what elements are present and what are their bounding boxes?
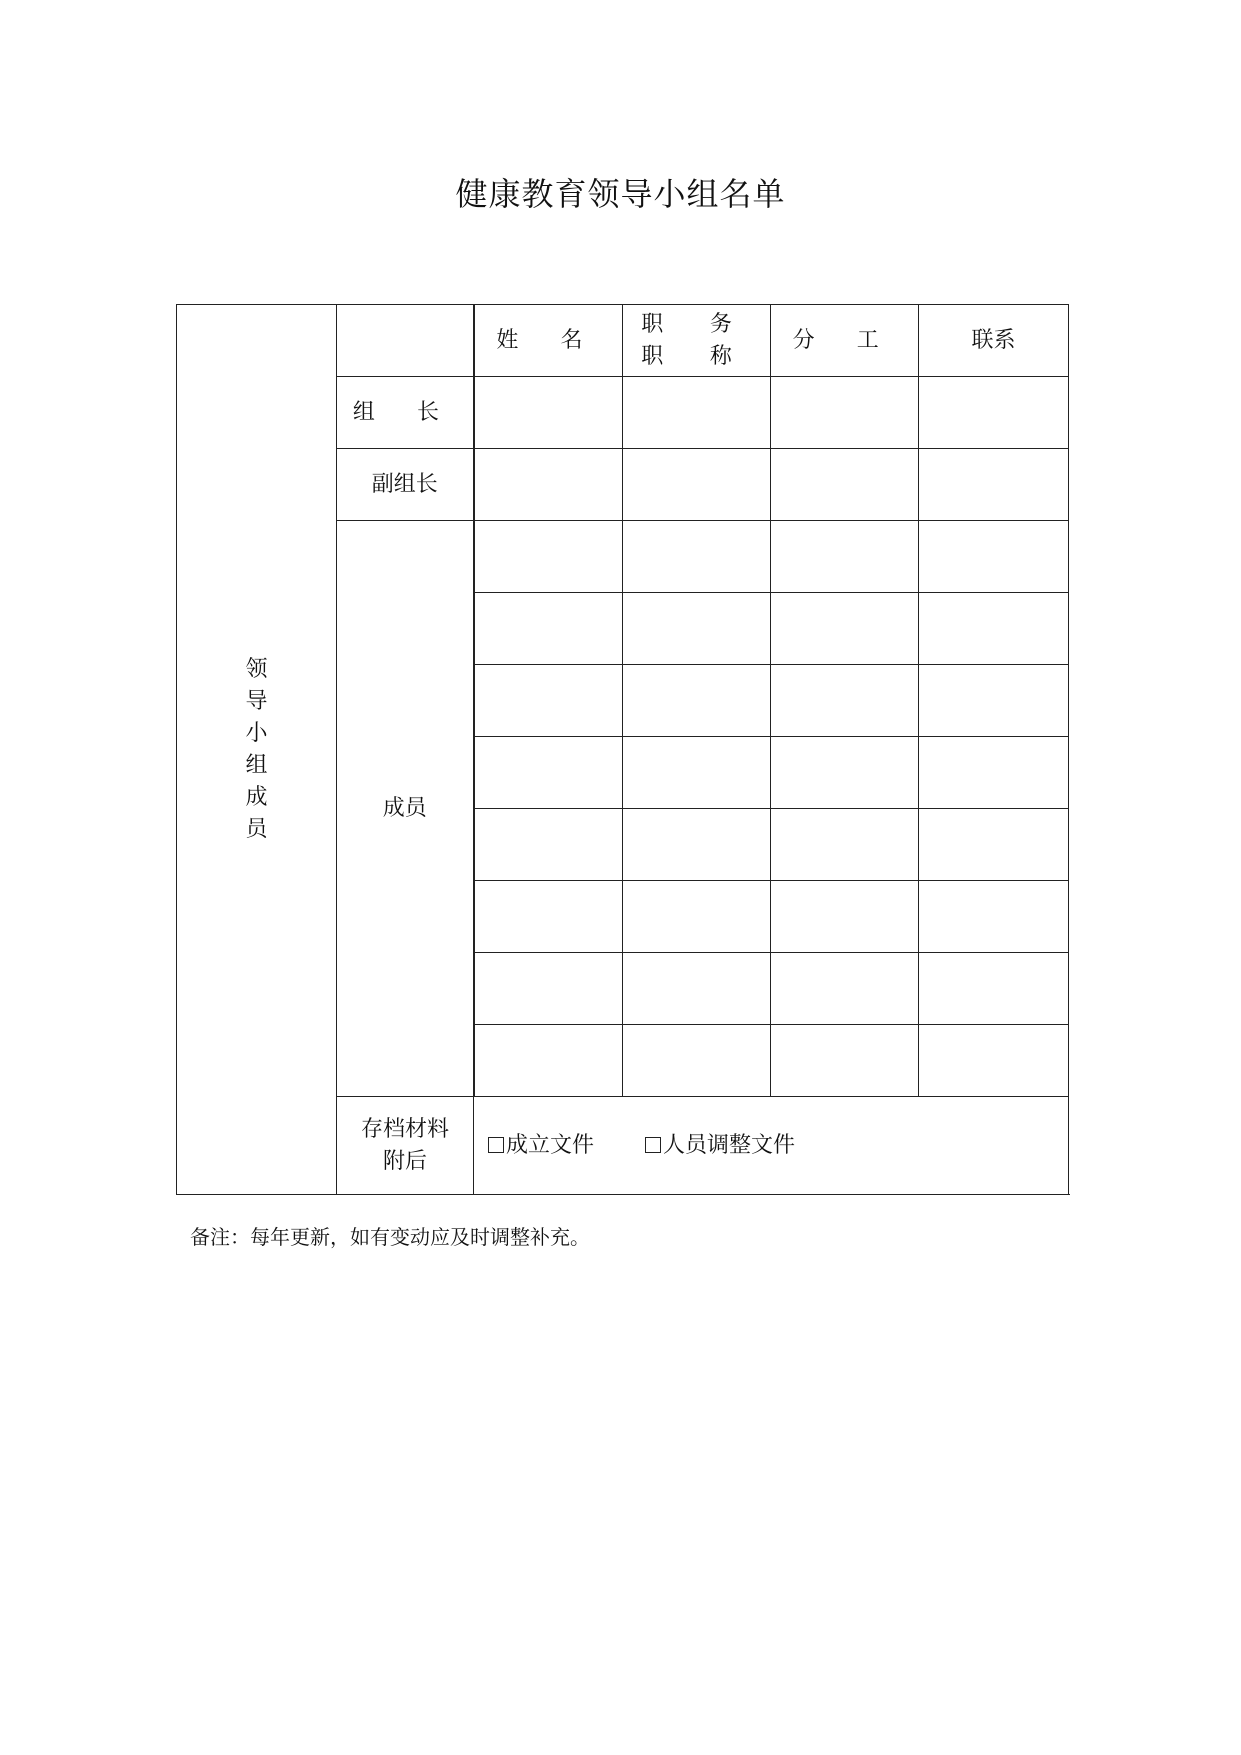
archive-label-cell	[337, 1097, 474, 1195]
checkbox-icon[interactable]	[645, 1137, 661, 1153]
table-cell[interactable]	[623, 737, 771, 809]
table-cell[interactable]	[474, 953, 623, 1025]
table-cell[interactable]	[623, 449, 771, 521]
table-cell[interactable]	[919, 953, 1069, 1025]
table-cell[interactable]	[771, 1025, 919, 1097]
table-cell[interactable]	[623, 809, 771, 881]
header-row	[177, 305, 1069, 377]
table-cell[interactable]	[771, 809, 919, 881]
table-cell[interactable]	[771, 737, 919, 809]
group-label-cell	[177, 305, 337, 1195]
table-cell[interactable]	[919, 1025, 1069, 1097]
table-cell[interactable]	[474, 521, 623, 593]
header-name: 姓 名	[474, 305, 623, 377]
table-cell[interactable]	[623, 1025, 771, 1097]
table-cell[interactable]	[474, 809, 623, 881]
archive-option-label: 成立文件	[506, 1132, 595, 1158]
role-leader: 组 长	[337, 377, 474, 449]
checkbox-icon[interactable]	[488, 1137, 504, 1153]
header-position-line2: 职 称	[641, 343, 752, 369]
table-cell[interactable]	[919, 521, 1069, 593]
archive-option-personnel-adjustment[interactable]	[645, 1130, 795, 1162]
table-cell[interactable]	[771, 953, 919, 1025]
table-cell[interactable]	[919, 593, 1069, 665]
table-cell[interactable]	[919, 665, 1069, 737]
table-cell[interactable]	[623, 953, 771, 1025]
table-cell[interactable]	[474, 737, 623, 809]
table-cell[interactable]	[474, 593, 623, 665]
table-cell[interactable]	[623, 593, 771, 665]
header-position	[623, 305, 771, 377]
table-cell[interactable]	[771, 881, 919, 953]
archive-options-cell	[474, 1097, 1069, 1195]
table-cell[interactable]	[623, 881, 771, 953]
table-cell[interactable]	[474, 665, 623, 737]
header-contact: 联系	[919, 305, 1069, 377]
archive-option-founding-document[interactable]	[488, 1130, 594, 1162]
table-cell[interactable]	[919, 809, 1069, 881]
archive-option-label: 人员调整文件	[663, 1132, 796, 1158]
table-cell[interactable]	[474, 1025, 623, 1097]
table-cell[interactable]	[771, 665, 919, 737]
header-blank-cell	[337, 305, 474, 377]
header-position-line1: 职 务	[641, 311, 752, 337]
page-title: 健康教育领导小组名单	[455, 175, 786, 213]
table-cell[interactable]	[623, 521, 771, 593]
header-duty: 分 工	[771, 305, 919, 377]
table-cell[interactable]	[919, 377, 1069, 449]
footnote: 备注：每年更新，如有变动应及时调整补充。	[190, 1225, 590, 1249]
table-cell[interactable]	[474, 449, 623, 521]
archive-label-line2: 附后	[382, 1148, 427, 1174]
table-cell[interactable]	[474, 377, 623, 449]
table-cell[interactable]	[623, 377, 771, 449]
archive-label-line1: 存档材料	[360, 1116, 449, 1142]
group-label: 领导小组成员	[245, 656, 268, 842]
table-cell[interactable]	[771, 377, 919, 449]
role-deputy: 副组长	[337, 449, 474, 521]
table-cell[interactable]	[771, 593, 919, 665]
table-cell[interactable]	[623, 665, 771, 737]
table-cell[interactable]	[474, 881, 623, 953]
roster-table	[176, 304, 1069, 1195]
table-cell[interactable]	[771, 449, 919, 521]
table-cell[interactable]	[771, 521, 919, 593]
table-cell[interactable]	[919, 449, 1069, 521]
role-member: 成员	[337, 521, 474, 1097]
table-cell[interactable]	[919, 881, 1069, 953]
table-cell[interactable]	[919, 737, 1069, 809]
